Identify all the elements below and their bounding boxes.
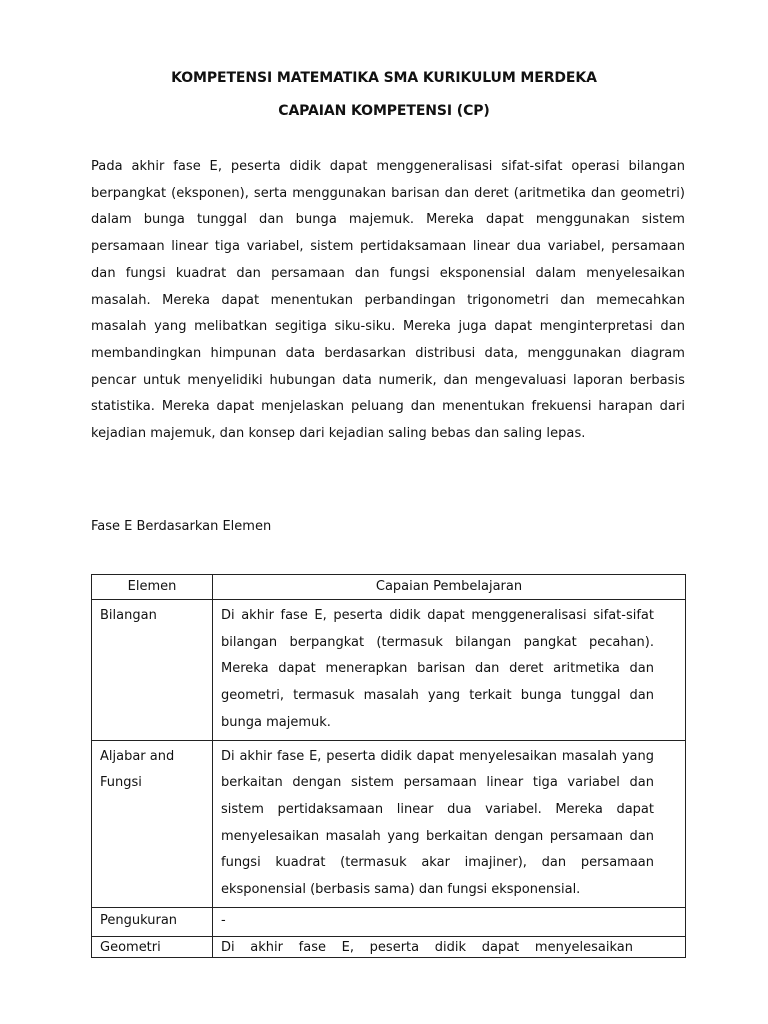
row-element: Aljabar and Fungsi	[92, 740, 213, 907]
row-achievement: Di akhir fase E, peserta didik dapat menggeneralisasi sifat-sifat bilangan berpangkat (termasuk bilangan pangkat pecahan). Mereka dapat menerapkan barisan dan deret aritmetika dan geometri, termasuk masalah yang terkait bunga tunggal dan bunga majemuk.	[213, 600, 686, 741]
row-achievement: -	[213, 907, 686, 936]
row-element: Geometri	[92, 936, 213, 957]
row-achievement: Di akhir fase E, peserta didik dapat menyelesaikan masalah yang berkaitan dengan sistem persamaan linear tiga variabel dan sistem pertidaksamaan linear dua variabel. Mereka dapat menyelesaikan masalah yang berkaitan dengan persamaan dan fungsi kuadrat (termasuk akar imajiner), dan persamaan eksponensial (berbasis sama) dan fungsi eksponensial.	[213, 740, 686, 907]
row-achievement: Di akhir fase E, peserta didik dapat menyelesaikan	[213, 936, 686, 957]
intro-paragraph: Pada akhir fase E, peserta didik dapat menggeneralisasi sifat-sifat operasi bilangan berpangkat (eksponen), serta menggunakan barisan dan deret (aritmetika dan geometri) dalam bunga tunggal dan bunga majemuk. Mereka dapat menggunakan sistem persamaan linear tiga variabel, sistem pertidaksamaan linear dua variabel, persamaan dan fungsi kuadrat dan persamaan dan fungsi eksponensial dalam menyelesaikan masalah. Mereka dapat menentukan perbandingan trigonometri dan memecahkan masalah yang melibatkan segitiga siku-siku. Mereka juga dapat menginterpretasi dan membandingkan himpunan data berdasarkan distribusi data, menggunakan diagram pencar untuk menyelidiki hubungan data numerik, dan mengevaluasi laporan berbasis statistika. Mereka dapat menjelaskan peluang dan menentukan frekuensi harapan dari kejadian majemuk, dan konsep dari kejadian saling bebas dan saling lepas.	[91, 159, 685, 442]
row-element: Pengukuran	[92, 907, 213, 936]
table-header-row	[92, 575, 686, 600]
table-row	[92, 600, 686, 741]
table-row	[92, 740, 686, 907]
document-title: KOMPETENSI MATEMATIKA SMA KURIKULUM MERDEKA	[171, 70, 597, 86]
table-row	[92, 936, 686, 957]
row-element: Bilangan	[92, 600, 213, 741]
header-element: Elemen	[92, 575, 213, 600]
document-subtitle: CAPAIAN KOMPETENSI (CP)	[278, 103, 490, 119]
header-achievement: Capaian Pembelajaran	[213, 575, 686, 600]
table-row	[92, 907, 686, 936]
section-heading: Fase E Berdasarkan Elemen	[91, 519, 272, 534]
competency-table	[91, 574, 686, 958]
